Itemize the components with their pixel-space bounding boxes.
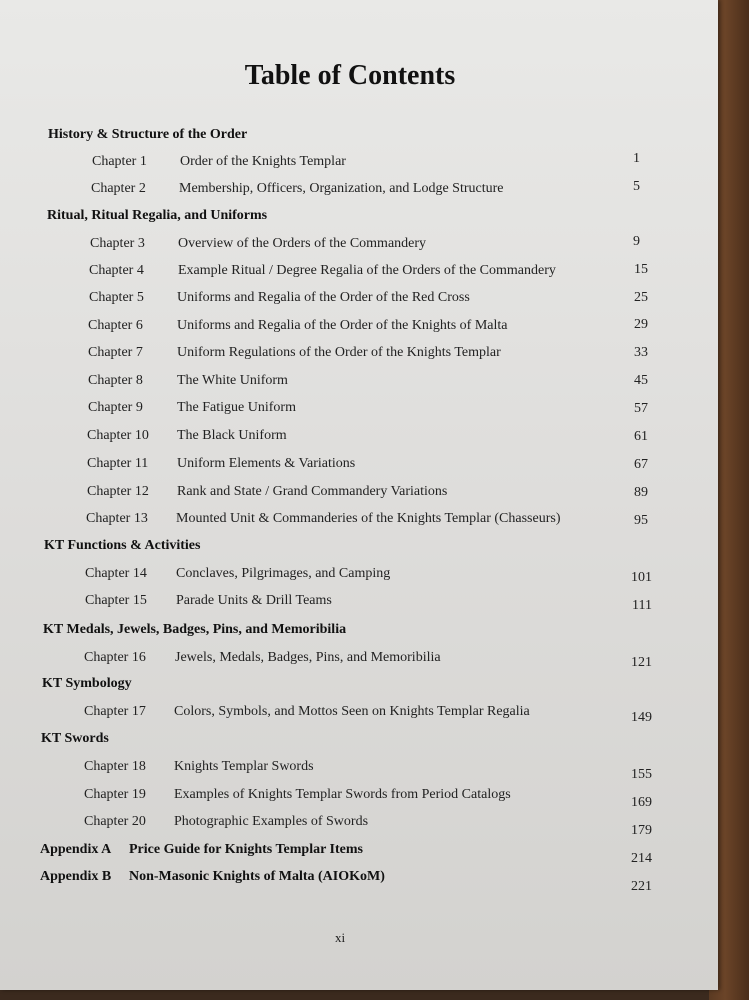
chapter-label: Chapter 10 — [87, 428, 149, 443]
chapter-title: Membership, Officers, Organization, and Lodge Structure — [179, 181, 504, 196]
page-number: 33 — [634, 345, 648, 360]
chapter-label: Chapter 9 — [88, 400, 143, 415]
page-number: 121 — [631, 655, 652, 670]
page-number: 67 — [634, 457, 648, 472]
page-number: 101 — [631, 570, 652, 585]
chapter-label: Chapter 19 — [84, 787, 146, 802]
chapter-label: Chapter 14 — [85, 566, 147, 581]
page-number: 5 — [633, 179, 640, 194]
section-heading-ritual: Ritual, Ritual Regalia, and Uniforms — [47, 208, 268, 223]
chapter-label: Chapter 11 — [87, 456, 149, 471]
chapter-label: Chapter 6 — [88, 318, 143, 333]
page-number: 221 — [631, 879, 652, 894]
appendix-title: Non-Masonic Knights of Malta (AIOKoM) — [129, 869, 385, 884]
section-heading-swords: KT Swords — [41, 731, 109, 746]
page-number: 169 — [631, 795, 652, 810]
chapter-label: Chapter 2 — [91, 181, 146, 196]
page-number: 89 — [634, 485, 648, 500]
chapter-title: Uniform Elements & Variations — [177, 456, 356, 471]
page-number: 1 — [633, 151, 640, 166]
chapter-label: Chapter 1 — [92, 154, 147, 169]
chapter-title: Example Ritual / Degree Regalia of the Orders of the Commandery — [178, 263, 556, 278]
page-title: Table of Contents — [244, 60, 456, 91]
section-heading-symbology: KT Symbology — [42, 676, 132, 691]
chapter-title: Examples of Knights Templar Swords from Period Catalogs — [174, 787, 511, 802]
section-heading-history: History & Structure of the Order — [48, 127, 248, 142]
chapter-title: Colors, Symbols, and Mottos Seen on Knights Templar Regalia — [174, 704, 530, 719]
chapter-label: Chapter 4 — [89, 263, 144, 278]
chapter-title: Overview of the Orders of the Commandery — [178, 236, 427, 251]
page-number: 15 — [634, 262, 648, 277]
page-number: 179 — [631, 823, 652, 838]
chapter-title: Knights Templar Swords — [174, 759, 314, 774]
chapter-title: Mounted Unit & Commanderies of the Knights Templar (Chasseurs) — [176, 511, 561, 526]
chapter-title: Conclaves, Pilgrimages, and Camping — [176, 566, 391, 581]
folio-page-number: xi — [334, 930, 346, 945]
page-number: 9 — [633, 234, 640, 249]
chapter-title: The Fatigue Uniform — [177, 400, 296, 415]
chapter-title: Photographic Examples of Swords — [174, 814, 369, 829]
chapter-label: Chapter 7 — [88, 345, 143, 360]
chapter-label: Chapter 20 — [84, 814, 146, 829]
chapter-label: Chapter 13 — [86, 511, 148, 526]
chapter-label: Chapter 12 — [87, 484, 149, 499]
section-heading-medals: KT Medals, Jewels, Badges, Pins, and Memoribilia — [43, 622, 347, 637]
page-number: 149 — [631, 710, 652, 725]
page-number: 155 — [631, 767, 652, 782]
chapter-title: Uniforms and Regalia of the Order of the Knights of Malta — [177, 318, 508, 333]
chapter-title: Parade Units & Drill Teams — [176, 593, 332, 608]
chapter-title: Uniforms and Regalia of the Order of the Red Cross — [177, 290, 470, 305]
page-number: 45 — [634, 373, 648, 388]
chapter-label: Chapter 16 — [84, 650, 146, 665]
chapter-title: The White Uniform — [177, 373, 288, 388]
section-heading-functions: KT Functions & Activities — [44, 538, 201, 553]
appendix-label: Appendix A — [40, 842, 112, 857]
chapter-title: The Black Uniform — [177, 428, 287, 443]
chapter-title: Rank and State / Grand Commandery Variations — [177, 484, 448, 499]
page-number: 29 — [634, 317, 648, 332]
chapter-label: Chapter 5 — [89, 290, 144, 305]
chapter-title: Order of the Knights Templar — [180, 154, 346, 169]
chapter-title: Uniform Regulations of the Order of the Knights Templar — [177, 345, 501, 360]
chapter-label: Chapter 3 — [90, 236, 145, 251]
page-number: 61 — [634, 429, 648, 444]
chapter-label: Chapter 17 — [84, 704, 146, 719]
chapter-label: Chapter 18 — [84, 759, 146, 774]
chapter-label: Chapter 15 — [85, 593, 147, 608]
page-number: 214 — [631, 851, 652, 866]
page-number: 111 — [632, 598, 652, 613]
page-number: 25 — [634, 290, 648, 305]
chapter-title: Jewels, Medals, Badges, Pins, and Memoribilia — [175, 650, 441, 665]
chapter-label: Chapter 8 — [88, 373, 143, 388]
page-number: 95 — [634, 513, 648, 528]
appendix-label: Appendix B — [40, 869, 112, 884]
page-number: 57 — [634, 401, 648, 416]
appendix-title: Price Guide for Knights Templar Items — [129, 842, 363, 857]
